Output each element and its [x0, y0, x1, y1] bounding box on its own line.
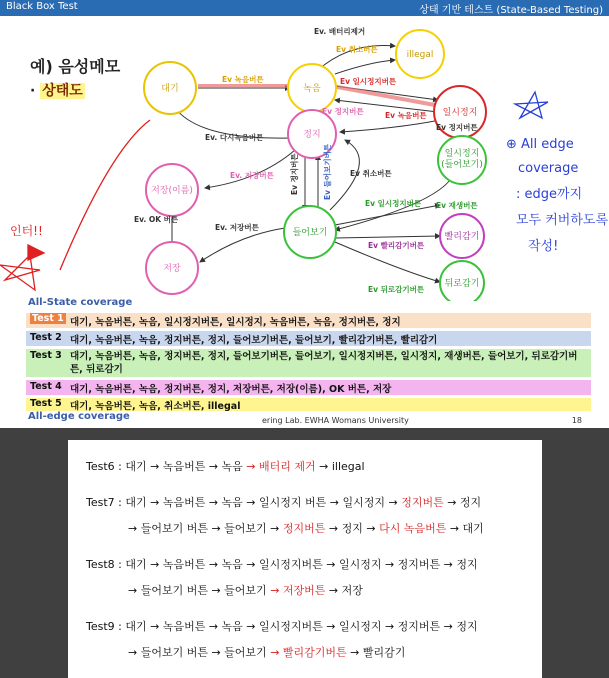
edge-label-5: Ev 녹음버튼	[385, 111, 427, 120]
test-row-5	[26, 398, 591, 411]
all-edge-coverage-label: All-edge coverage	[28, 411, 130, 422]
state-ilsi-label: 일시정지	[442, 108, 478, 118]
all-state-coverage-label: All-State coverage	[28, 297, 133, 308]
edge-ff	[335, 236, 440, 238]
notes-paper	[68, 440, 542, 678]
edge-save	[205, 150, 295, 188]
note-line-5: → 들어보기 버튼 → 들어보기 → 저장버튼 → 저장	[128, 584, 363, 597]
edge-label-1: Ev 녹음버튼	[222, 75, 264, 84]
edge-pause2	[335, 205, 440, 225]
edge-label-14: Ev 취소버튼	[350, 169, 392, 178]
annotation-left: 인터!!	[10, 224, 43, 238]
test-text: 대기, 녹음버튼, 녹음, 정지버튼, 정지, 들어보기버튼, 들어보기, 빨리감기버튼, 빨리감기	[70, 335, 438, 346]
edge-label-18: Ev 뒤로감기버튼	[368, 285, 425, 294]
slide-title: 예) 음성메모	[30, 57, 121, 76]
note-line-3: → 들어보기 버튼 → 들어보기 → 정지버튼 → 정지 → 다시 녹음버튼 → 대기	[128, 522, 484, 535]
test-row-3	[26, 349, 591, 377]
bullet-highlight: 상태도	[42, 83, 83, 99]
edge-label-3: Ev 취소버튼	[336, 45, 378, 54]
annotation-star-blue	[515, 92, 548, 118]
note-line-2: Test7 : 대기 → 녹음버튼 → 녹음 → 일시정지 버튼 → 일시정지 → 정지버튼 → 정지	[86, 496, 482, 509]
test-label: Test 2	[30, 332, 62, 343]
edge-label-12: Ev 들어보기버튼	[323, 143, 332, 200]
test-text: 대기, 녹음버튼, 녹음, 일시정지버튼, 일시정지, 녹음버튼, 녹음, 정지버튼, 정지	[70, 317, 401, 328]
edge-label-16: Ev 재생버튼	[436, 201, 478, 210]
edge-stop2	[340, 120, 440, 132]
page-number: 18	[571, 416, 582, 425]
edge-label-10: Ev. OK 버튼	[134, 215, 179, 224]
state-ppali-label: 빨리감기	[444, 232, 480, 242]
test-text: 대기, 녹음버튼, 녹음, 취소버튼, illegal	[70, 401, 241, 412]
note-line-4: Test8 : 대기 → 녹음버튼 → 녹음 → 일시정지버튼 → 일시정지 → 정지버튼 → 정지	[86, 558, 478, 571]
test-label: Test 3	[30, 350, 62, 361]
test-text: 대기, 녹음버튼, 녹음, 정지버튼, 정지, 들어보기버튼, 들어보기, 일시정지버튼, 일시정지, 재생버튼, 들어보기, 뒤로감기버튼, 뒤로감기	[70, 351, 578, 375]
state-diagram	[0, 16, 609, 301]
annotation-red-marks	[0, 120, 150, 290]
edge-label-11: Ev. 저장버튼	[215, 223, 259, 232]
svg-text:(들어보기): (들어보기)	[441, 160, 483, 170]
annotation-line-1: ⊕ All edge	[506, 137, 574, 152]
state-daegi-label: 대기	[161, 84, 179, 94]
edge-label-13: Ev 정지버튼	[290, 153, 299, 195]
bullet-item: · 상태도	[30, 83, 83, 99]
slide-header-bar	[0, 0, 609, 16]
test-row-1	[26, 313, 591, 328]
annotation-line-2: coverage	[518, 161, 579, 176]
edge-label-9: Ev. 저장버튼	[230, 171, 274, 180]
state-deureobogi-label: 들어보기	[292, 228, 328, 238]
slide-footer: ering Lab. EWHA Womans University	[262, 416, 409, 425]
annotation-line-5: 작성!	[528, 239, 559, 254]
edge-save2	[200, 228, 285, 262]
state-jeojang-label: 저장	[163, 264, 181, 274]
test-row-4	[26, 380, 591, 395]
handwritten-notes-area	[0, 428, 609, 678]
test-row-2	[26, 331, 591, 346]
edge-label-4: Ev 일시정지버튼	[340, 77, 397, 86]
header-left-title: Black Box Test	[6, 1, 78, 12]
header-right-title: 상태 기반 테스트 (State-Based Testing)	[419, 5, 603, 16]
state-dwiro-label: 뒤로감기	[444, 279, 480, 289]
test-text: 대기, 녹음버튼, 녹음, 정지버튼, 정지, 저장버튼, 저장(이름), OK 버튼, 저장	[70, 384, 392, 395]
edge-label-15: Ev 일시정지버튼	[365, 199, 422, 208]
edge-label-8: Ev. 다시녹음버튼	[205, 133, 264, 142]
test-label: Test 4	[30, 381, 62, 392]
annotation-line-4: 모두 커버하도록	[516, 213, 609, 228]
state-illegal-label: illegal	[406, 50, 434, 60]
edge-label-7: Ev 정지버튼	[436, 123, 478, 132]
edge-label-2: Ev. 배터리제거	[314, 27, 366, 36]
svg-text:일시정지: 일시정지	[444, 149, 480, 159]
edge-cancel	[335, 60, 395, 74]
state-jeojang-name-label: 저장(이름)	[151, 186, 193, 196]
annotation-line-3: : edge까지	[516, 187, 583, 202]
edge-label-6: Ev 정지버튼	[322, 107, 364, 116]
highlight-arrow-2	[332, 86, 440, 106]
note-line-1: Test6 : 대기 → 녹음버튼 → 녹음 → 배터리 제거 → illegal	[86, 460, 365, 473]
edge-label-17: Ev 빨리감기버튼	[368, 241, 425, 250]
test-label: Test 5	[30, 398, 62, 409]
test-label: Test 1	[32, 313, 64, 324]
note-line-7: → 들어보기 버튼 → 들어보기 → 빨리감기버튼 → 빨리감기	[128, 646, 406, 659]
state-jeongji-label: 정지	[303, 130, 321, 140]
note-line-6: Test9 : 대기 → 녹음버튼 → 녹음 → 일시정지버튼 → 일시정지 → 정지버튼 → 정지	[86, 620, 478, 633]
state-noeum-label: 녹음	[303, 84, 321, 94]
